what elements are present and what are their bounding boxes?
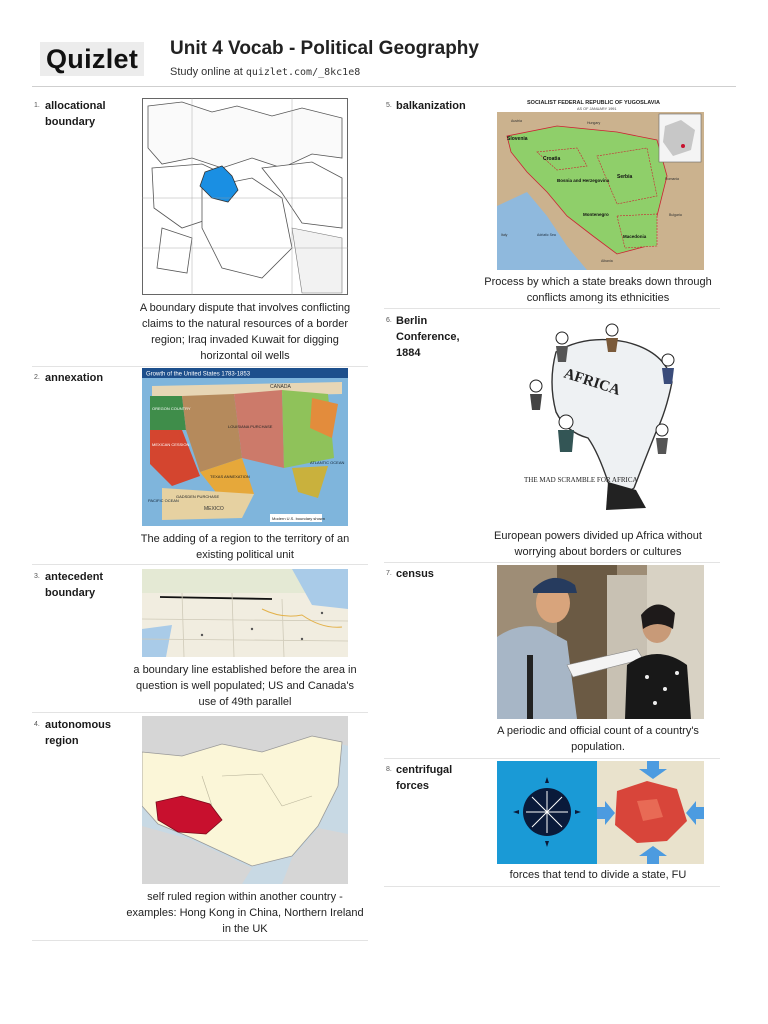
map-label: MEXICO bbox=[204, 506, 224, 512]
map-label: Adriatic Sea bbox=[537, 233, 556, 237]
header-divider bbox=[32, 86, 736, 87]
map-label: Slovenia bbox=[507, 136, 528, 142]
study-online-line bbox=[170, 66, 360, 78]
card-number: 2. bbox=[34, 374, 40, 381]
card-number: 6. bbox=[386, 317, 392, 324]
card-definition: a boundary line established before the area in question is well populated; US and Canada's use of 49th parallel bbox=[133, 664, 357, 708]
card-definition: self ruled region within another country - examples: Hong Kong in China, Northern Ireland in the UK bbox=[126, 891, 364, 935]
card-term: allocational boundary bbox=[45, 100, 106, 128]
card-number: 8. bbox=[386, 766, 392, 773]
map-label: Bosnia and Herzegovina bbox=[557, 178, 610, 183]
card-definition: European powers divided up Africa without worrying about borders or cultures bbox=[494, 530, 702, 558]
map-label: OREGON COUNTRY bbox=[152, 406, 191, 411]
card-term: centrifugal forces bbox=[396, 764, 453, 792]
map-label: CANADA bbox=[270, 384, 291, 390]
map-legend: Modern U.S. boundary shown bbox=[272, 516, 325, 521]
map-label: TEXAS ANNEXATION bbox=[210, 474, 250, 479]
map-label: LOUISIANA PURCHASE bbox=[228, 424, 273, 429]
map-label: MEXICAN CESSION bbox=[152, 442, 190, 447]
card-definition: Process by which a state breaks down through conflicts among its ethnicities bbox=[484, 276, 712, 304]
card-definition: forces that tend to divide a state, FU bbox=[509, 869, 687, 881]
study-online-url[interactable]: quizlet.com/_8kc1e8 bbox=[245, 67, 361, 78]
card-term: annexation bbox=[45, 372, 104, 384]
map-label: PACIFIC OCEAN bbox=[148, 498, 179, 503]
centrifugal-forces-image bbox=[497, 761, 704, 864]
card-term: census bbox=[396, 568, 434, 580]
card-definition: The adding of a region to the territory of an existing political unit bbox=[140, 533, 350, 561]
card-term: autonomous region bbox=[45, 719, 111, 747]
map-label: Croatia bbox=[543, 156, 561, 162]
us-growth-map-image bbox=[142, 368, 348, 526]
card-term: antecedent boundary bbox=[45, 571, 104, 599]
map-title: Growth of the United States 1783-1853 bbox=[146, 371, 251, 378]
card-number: 3. bbox=[34, 573, 40, 580]
quizlet-logo: Quizlet bbox=[40, 42, 144, 76]
census-taker-photo bbox=[497, 565, 704, 719]
china-tibet-map-image bbox=[142, 716, 348, 884]
africa-scramble-cartoon-image bbox=[516, 312, 686, 524]
map-label: ATLANTIC OCEAN bbox=[310, 460, 345, 465]
map-label: Bulgaria bbox=[669, 213, 682, 217]
card-term: Berlin Conference, 1884 bbox=[396, 315, 460, 359]
map-label: Romania bbox=[665, 177, 680, 181]
card-definition: A periodic and official count of a country's population. bbox=[497, 725, 699, 753]
study-online-prefix: Study online at bbox=[170, 66, 243, 78]
card-number: 7. bbox=[386, 570, 392, 577]
cartoon-title: AFRICA bbox=[561, 365, 623, 399]
cartoon-caption: THE MAD SCRAMBLE FOR AFRICA bbox=[524, 476, 638, 484]
map-label: Serbia bbox=[617, 174, 633, 180]
map-label: Albania bbox=[601, 259, 613, 263]
map-label: Hungary bbox=[587, 121, 601, 125]
map-label: Montenegro bbox=[583, 212, 609, 217]
card-number: 1. bbox=[34, 102, 40, 109]
page-title: Unit 4 Vocab - Political Geography bbox=[170, 38, 479, 59]
map-label: Italy bbox=[501, 233, 508, 237]
map-label: Austria bbox=[511, 119, 522, 123]
card-number: 5. bbox=[386, 102, 392, 109]
card-definition: A boundary dispute that involves conflicting claims to the natural resources of a border region; Iraq invaded Kuwait for digging horizontal oil wells bbox=[139, 302, 351, 362]
map-title: SOCIALIST FEDERAL REPUBLIC OF YUGOSLAVIA bbox=[527, 100, 660, 106]
us-canada-border-map-image bbox=[142, 569, 348, 657]
card-term: balkanization bbox=[396, 100, 466, 112]
yugoslavia-map-image bbox=[497, 96, 704, 270]
card-number: 4. bbox=[34, 721, 40, 728]
middle-east-map-image bbox=[142, 98, 348, 295]
map-subtitle: AS OF JANUARY 1991 bbox=[577, 107, 617, 111]
map-label: GADSDEN PURCHASE bbox=[176, 494, 220, 499]
map-label: Macedonia bbox=[623, 234, 647, 239]
